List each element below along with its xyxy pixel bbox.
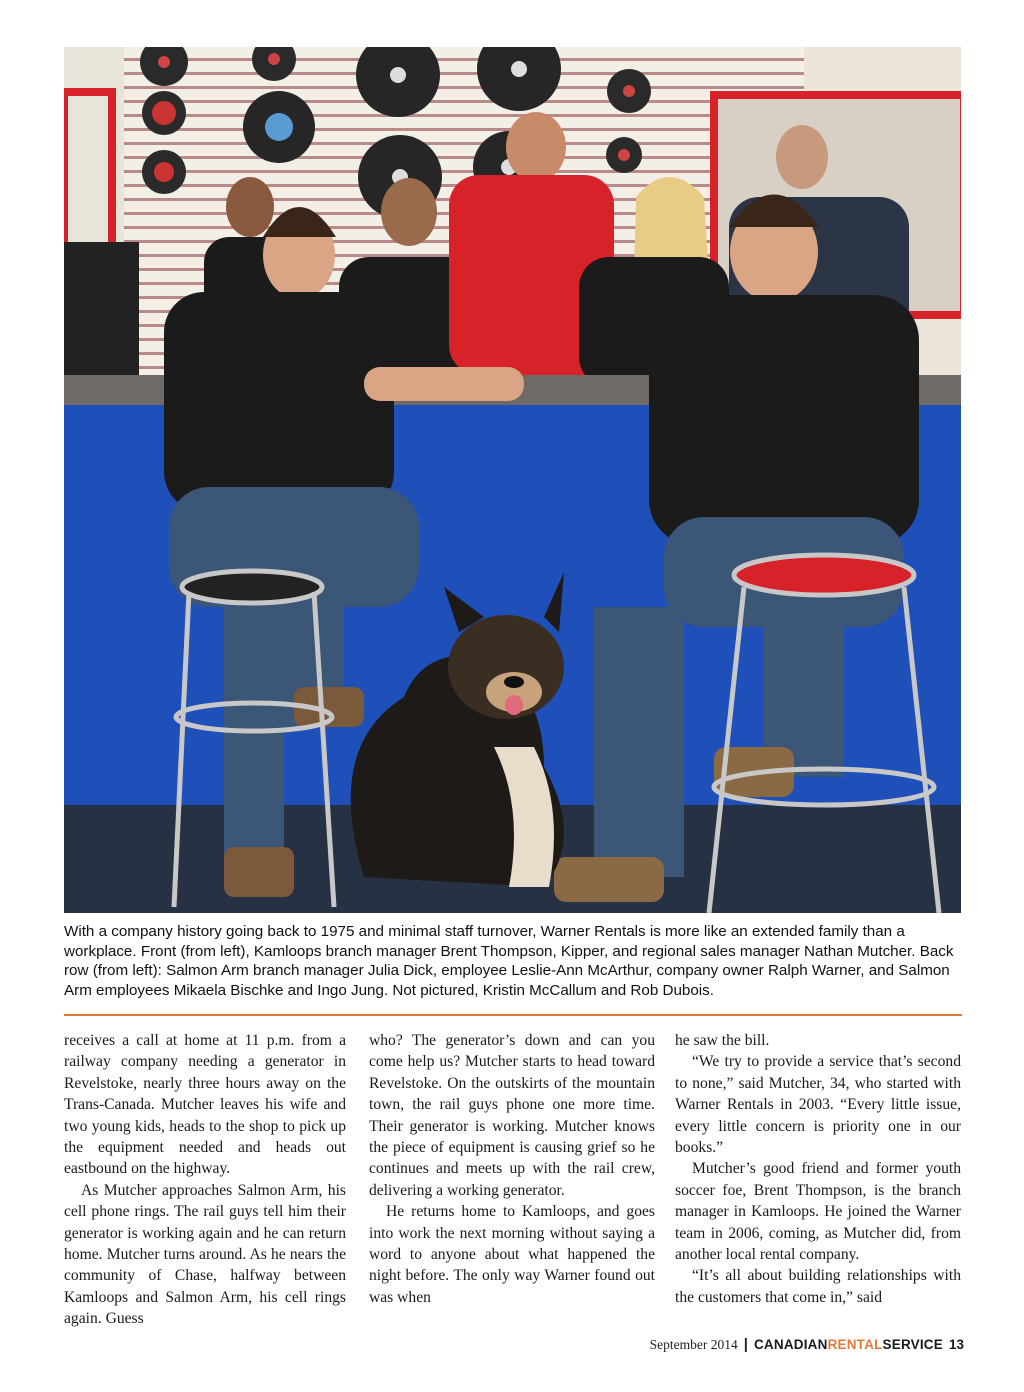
text-column-3 <box>675 1030 961 1308</box>
issue-date: September 2014 <box>649 1337 738 1352</box>
magazine-name-part3: SERVICE <box>882 1337 943 1352</box>
paragraph: “It’s all about building relationships with the customers that come in,” said <box>675 1267 961 1306</box>
paragraph: he saw the bill. <box>675 1032 770 1049</box>
photo-caption: With a company history going back to 1975 and minimal staff turnover, Warner Rentals is more like an extended family than a workplace. Front (from left), Kamloops branch manager Brent Thompson, Kipper, and regional sales manager Nathan Mutcher. Back row (from left): Salmon Arm branch manager Julia Dick, employee Leslie-Ann McArthur, company owner Ralph Warner, and Salmon Arm employees Mikaela Bischke and Ingo Jung. Not pictured, Kristin McCallum and Rob Dubois. <box>64 923 954 999</box>
paragraph: “We try to provide a service that’s second to none,” said Mutcher, 34, who started with Warner Rentals in 2003. “Every little issue, every little concern is priority one in our books.” <box>675 1053 961 1157</box>
text-column-1 <box>64 1030 346 1330</box>
page-footer <box>649 1336 964 1353</box>
paragraph: Mutcher’s good friend and former youth soccer foe, Brent Thompson, is the branch manager in Kamloops. He joined the Warner team in 2006, coming, as Mutcher did, from another local rental company. <box>675 1160 961 1264</box>
paragraph: who? The generator’s down and can you come help us? Mutcher starts to head toward Revelstoke. On the outskirts of the mountain town, the rail guys phone one more time. Their generator is working. Mutcher knows the piece of equipment is causing grief so he continues and meets up with the rail crew, delivering a working generator. <box>369 1032 655 1199</box>
magazine-name-part1: CANADIAN <box>753 1337 828 1352</box>
section-divider <box>64 1014 962 1016</box>
magazine-name <box>754 1337 943 1352</box>
staff-photo <box>64 47 961 913</box>
paragraph: receives a call at home at 11 p.m. from a railway company needing a generator in Revelstoke, nearly three hours away on the Trans-Canada. Mutcher leaves his wife and two young kids, heads to the shop to pick up the equipment needed and heads out eastbound on the highway. <box>64 1032 346 1178</box>
paragraph: As Mutcher approaches Salmon Arm, his cell phone rings. The rail guys tell him their generator is working again and he can return home. Mutcher turns around. As he nears the community of Chase, halfway between Kamloops and Salmon Arm, his cell rings again. Guess <box>64 1181 346 1328</box>
paragraph: He returns home to Kamloops, and goes into work the next morning without saying a word to anyone about what happened the night before. The only way Warner found out was when <box>369 1203 655 1306</box>
text-column-2 <box>369 1030 655 1308</box>
magazine-name-part2: RENTAL <box>827 1337 883 1352</box>
page-number: 13 <box>948 1337 964 1352</box>
footer-separator: | <box>743 1336 748 1353</box>
